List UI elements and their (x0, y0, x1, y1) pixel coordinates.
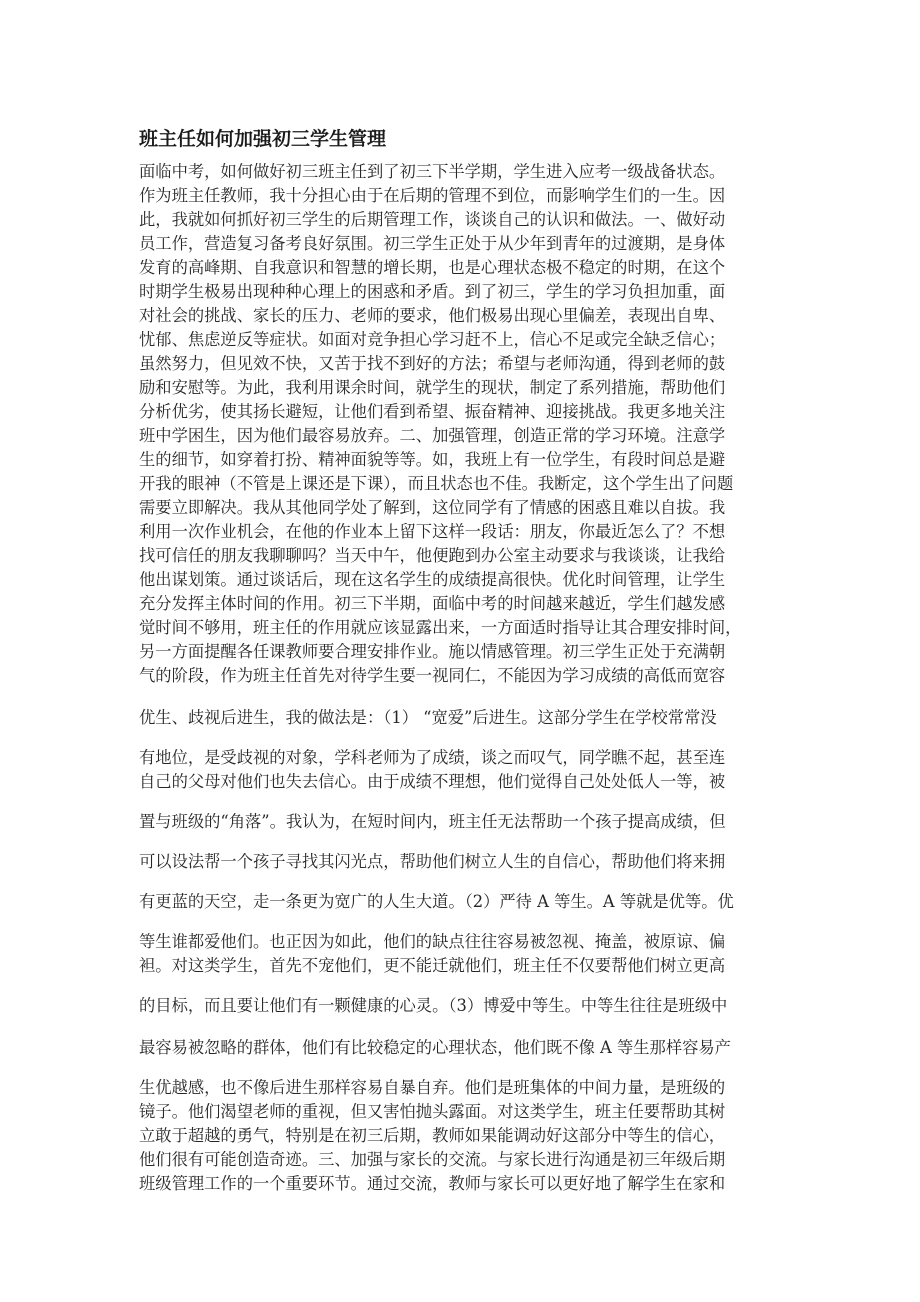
text-line: 气的阶段，作为班主任首先对待学生要一视同仁，不能因为学习成绩的高低而宽容 (139, 666, 726, 685)
document-title: 班主任如何加强初三学生管理 (139, 128, 387, 150)
text-line: 需要立即解决。我从其他同学处了解到，这位同学有了情感的困惑且难以自拔。我 (139, 498, 726, 517)
text-line: 班级管理工作的一个重要环节。通过交流，教师与家长可以更好地了解学生在家和 (139, 1174, 726, 1193)
text-line: 充分发挥主体时间的作用。初三下半期，面临中考的时间越来越近，学生们越发感 (139, 594, 726, 613)
text-line: 时期学生极易出现种种心理上的困惑和矛盾。到了初三，学生的学习负担加重，面 (139, 282, 726, 301)
text-line: 虽然努力，但见效不快，又苦于找不到好的方法；希望与老师沟通，得到老师的鼓 (139, 354, 726, 373)
text-line: 作为班主任教师，我十分担心由于在后期的管理不到位，而影响学生们的一生。因 (139, 186, 726, 205)
text-line: 优生、歧视后进生，我的做法是：（1） “宽爱”后进生。这部分学生在学校常常没 (139, 708, 717, 727)
text-line: 对社会的挑战、家长的压力、老师的要求，他们极易出现心里偏差，表现出自卑、 (139, 306, 726, 325)
text-line: 生优越感，也不像后进生那样容易自暴自弃。他们是班集体的中间力量，是班级的 (139, 1078, 726, 1097)
text-line: 此，我就如何抓好初三学生的后期管理工作，谈谈自己的认识和做法。一、做好动 (139, 210, 726, 229)
text-line: 觉时间不够用，班主任的作用就应该显露出来，一方面适时指导让其合理安排时间， (139, 618, 742, 637)
text-line: 自己的父母对他们也失去信心。由于成绩不理想，他们觉得自己处处低人一等，被 (139, 772, 726, 791)
text-line: 立敢于超越的勇气，特别是在初三后期，教师如果能调动好这部分中等生的信心， (139, 1126, 726, 1145)
text-line: 找可信任的朋友我聊聊吗？当天中午，他便跑到办公室主动要求与我谈谈，让我给 (139, 546, 726, 565)
text-line: 开我的眼神（不管是上课还是下课），而且状态也不佳。我断定，这个学生出了问题 (139, 474, 734, 493)
text-line: 他们很有可能创造奇迹。三、加强与家长的交流。与家长进行沟通是初三年级后期 (139, 1150, 726, 1169)
text-line: 分析优劣，使其扬长避短，让他们看到希望、振奋精神、迎接挑战。我更多地关注 (139, 402, 726, 421)
text-line: 袒。对这类学生，首先不宠他们，更不能迁就他们，班主任不仅要帮他们树立更高 (139, 956, 726, 975)
text-line: 有地位，是受歧视的对象，学科老师为了成绩，谈之而叹气，同学瞧不起，甚至连 (139, 748, 726, 767)
text-line: 利用一次作业机会，在他的作业本上留下这样一段话：朋友，你最近怎么了？不想 (139, 522, 726, 541)
text-line: 员工作，营造复习备考良好氛围。初三学生正处于从少年到青年的过渡期，是身体 (139, 234, 726, 253)
text-line: 另一方面提醒各任课教师要合理安排作业。施以情感管理。初三学生正处于充满朝 (139, 642, 726, 661)
text-line: 忧郁、焦虑逆反等症状。如面对竞争担心学习赶不上，信心不足或完全缺乏信心； (139, 330, 726, 349)
text-line: 等生谁都爱他们。也正因为如此，他们的缺点往往容易被忽视、掩盖，被原谅、偏 (139, 932, 726, 951)
text-line: 有更蓝的天空，走一条更为宽广的人生大道。（2）严待 A 等生。A 等就是优等。优 (139, 892, 734, 911)
text-line: 镜子。他们渴望老师的重视，但又害怕抛头露面。对这类学生，班主任要帮助其树 (139, 1102, 726, 1121)
text-line: 他出谋划策。通过谈话后，现在这名学生的成绩提高很快。优化时间管理，让学生 (139, 570, 726, 589)
text-line: 面临中考，如何做好初三班主任到了初三下半学期，学生进入应考一级战备状态。 (139, 162, 726, 181)
text-line: 发育的高峰期、自我意识和智慧的增长期，也是心理状态极不稳定的时期，在这个 (139, 258, 726, 277)
text-line: 置与班级的“角落”。我认为，在短时间内，班主任无法帮助一个孩子提高成绩，但 (139, 812, 726, 831)
text-line: 励和安慰等。为此，我利用课余时间，就学生的现状，制定了系列措施，帮助他们 (139, 378, 726, 397)
text-line: 的目标，而且要让他们有一颗健康的心灵。（3）博爱中等生。中等生往往是班级中 (139, 996, 728, 1015)
text-line: 班中学困生，因为他们最容易放弃。二、加强管理，创造正常的学习环境。注意学 (139, 426, 726, 445)
text-line: 最容易被忽略的群体，他们有比较稳定的心理状态，他们既不像 A 等生那样容易产 (139, 1038, 731, 1057)
text-line: 可以设法帮一个孩子寻找其闪光点，帮助他们树立人生的自信心，帮助他们将来拥 (139, 852, 726, 871)
text-line: 生的细节，如穿着打扮、精神面貌等等。如，我班上有一位学生，有段时间总是避 (139, 450, 726, 469)
